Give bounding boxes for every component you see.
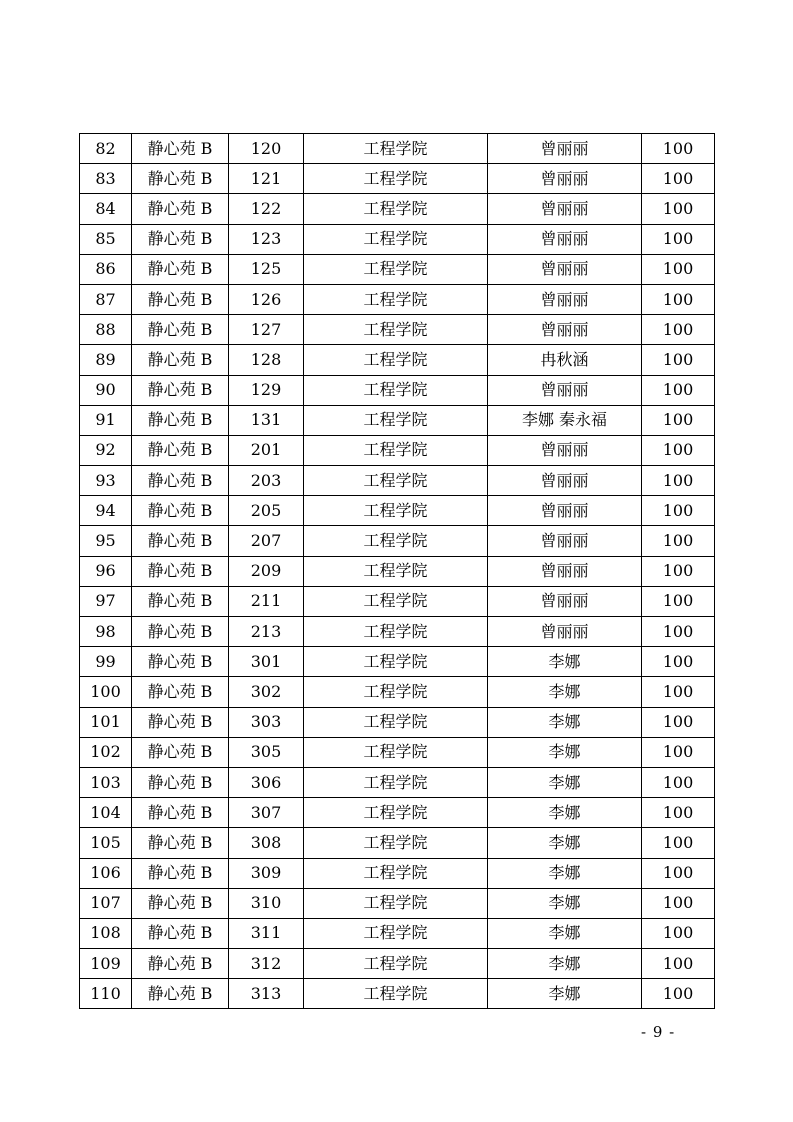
row-index-cell: 83 — [80, 164, 132, 194]
table-row — [80, 345, 715, 375]
row-index-cell: 105 — [80, 828, 132, 858]
college-cell: 工程学院 — [304, 375, 488, 405]
counselor-cell: 曾丽丽 — [488, 586, 642, 616]
counselor-cell: 曾丽丽 — [488, 617, 642, 647]
counselor-cell: 曾丽丽 — [488, 496, 642, 526]
counselor-cell: 曾丽丽 — [488, 375, 642, 405]
table-row — [80, 405, 715, 435]
row-index-cell: 91 — [80, 405, 132, 435]
row-index-cell: 104 — [80, 798, 132, 828]
college-cell: 工程学院 — [304, 798, 488, 828]
counselor-cell: 李娜 — [488, 949, 642, 979]
score-cell: 100 — [642, 828, 715, 858]
score-cell: 100 — [642, 798, 715, 828]
building-cell: 静心苑 B — [132, 798, 229, 828]
counselor-cell: 曾丽丽 — [488, 556, 642, 586]
room-cell: 307 — [229, 798, 304, 828]
table-row — [80, 828, 715, 858]
table-row — [80, 315, 715, 345]
table-row — [80, 737, 715, 767]
room-cell: 306 — [229, 767, 304, 797]
score-cell: 100 — [642, 767, 715, 797]
building-cell: 静心苑 B — [132, 526, 229, 556]
score-cell: 100 — [642, 888, 715, 918]
row-index-cell: 94 — [80, 496, 132, 526]
counselor-cell: 李娜 — [488, 767, 642, 797]
table-row — [80, 798, 715, 828]
building-cell: 静心苑 B — [132, 375, 229, 405]
college-cell: 工程学院 — [304, 677, 488, 707]
table-row — [80, 707, 715, 737]
room-cell: 211 — [229, 586, 304, 616]
college-cell: 工程学院 — [304, 224, 488, 254]
score-cell: 100 — [642, 496, 715, 526]
room-cell: 301 — [229, 647, 304, 677]
row-index-cell: 90 — [80, 375, 132, 405]
building-cell: 静心苑 B — [132, 254, 229, 284]
row-index-cell: 87 — [80, 284, 132, 314]
score-cell: 100 — [642, 858, 715, 888]
room-cell: 311 — [229, 918, 304, 948]
room-cell: 129 — [229, 375, 304, 405]
counselor-cell: 曾丽丽 — [488, 526, 642, 556]
building-cell: 静心苑 B — [132, 586, 229, 616]
building-cell: 静心苑 B — [132, 918, 229, 948]
score-cell: 100 — [642, 254, 715, 284]
row-index-cell: 106 — [80, 858, 132, 888]
row-index-cell: 98 — [80, 617, 132, 647]
counselor-cell: 曾丽丽 — [488, 164, 642, 194]
building-cell: 静心苑 B — [132, 647, 229, 677]
building-cell: 静心苑 B — [132, 466, 229, 496]
college-cell: 工程学院 — [304, 858, 488, 888]
room-cell: 126 — [229, 284, 304, 314]
table-row — [80, 918, 715, 948]
college-cell: 工程学院 — [304, 949, 488, 979]
score-cell: 100 — [642, 224, 715, 254]
building-cell: 静心苑 B — [132, 164, 229, 194]
college-cell: 工程学院 — [304, 617, 488, 647]
counselor-cell: 曾丽丽 — [488, 315, 642, 345]
row-index-cell: 97 — [80, 586, 132, 616]
college-cell: 工程学院 — [304, 888, 488, 918]
college-cell: 工程学院 — [304, 737, 488, 767]
score-cell: 100 — [642, 979, 715, 1009]
score-cell: 100 — [642, 737, 715, 767]
room-cell: 125 — [229, 254, 304, 284]
row-index-cell: 82 — [80, 134, 132, 164]
room-cell: 308 — [229, 828, 304, 858]
table-row — [80, 556, 715, 586]
room-cell: 303 — [229, 707, 304, 737]
counselor-cell: 曾丽丽 — [488, 194, 642, 224]
counselor-cell: 李娜 — [488, 979, 642, 1009]
dormitory-score-table — [79, 133, 715, 1009]
building-cell: 静心苑 B — [132, 345, 229, 375]
table-row — [80, 647, 715, 677]
college-cell: 工程学院 — [304, 526, 488, 556]
row-index-cell: 103 — [80, 767, 132, 797]
room-cell: 121 — [229, 164, 304, 194]
score-cell: 100 — [642, 435, 715, 465]
page-number: - 9 - — [641, 1023, 676, 1041]
college-cell: 工程学院 — [304, 466, 488, 496]
building-cell: 静心苑 B — [132, 888, 229, 918]
table-row — [80, 949, 715, 979]
table-row — [80, 284, 715, 314]
table-row — [80, 767, 715, 797]
counselor-cell: 曾丽丽 — [488, 134, 642, 164]
building-cell: 静心苑 B — [132, 435, 229, 465]
building-cell: 静心苑 B — [132, 315, 229, 345]
room-cell: 213 — [229, 617, 304, 647]
counselor-cell: 李娜 — [488, 918, 642, 948]
score-cell: 100 — [642, 466, 715, 496]
row-index-cell: 84 — [80, 194, 132, 224]
counselor-cell: 曾丽丽 — [488, 224, 642, 254]
building-cell: 静心苑 B — [132, 194, 229, 224]
table-row — [80, 134, 715, 164]
table-row — [80, 375, 715, 405]
college-cell: 工程学院 — [304, 767, 488, 797]
row-index-cell: 85 — [80, 224, 132, 254]
row-index-cell: 100 — [80, 677, 132, 707]
score-cell: 100 — [642, 586, 715, 616]
row-index-cell: 88 — [80, 315, 132, 345]
score-cell: 100 — [642, 405, 715, 435]
room-cell: 209 — [229, 556, 304, 586]
college-cell: 工程学院 — [304, 134, 488, 164]
row-index-cell: 107 — [80, 888, 132, 918]
score-cell: 100 — [642, 949, 715, 979]
college-cell: 工程学院 — [304, 164, 488, 194]
table-row — [80, 435, 715, 465]
row-index-cell: 99 — [80, 647, 132, 677]
table-row — [80, 979, 715, 1009]
college-cell: 工程学院 — [304, 315, 488, 345]
building-cell: 静心苑 B — [132, 979, 229, 1009]
room-cell: 302 — [229, 677, 304, 707]
counselor-cell: 李娜 — [488, 798, 642, 828]
college-cell: 工程学院 — [304, 405, 488, 435]
building-cell: 静心苑 B — [132, 737, 229, 767]
score-cell: 100 — [642, 526, 715, 556]
counselor-cell: 李娜 — [488, 737, 642, 767]
table-row — [80, 466, 715, 496]
row-index-cell: 110 — [80, 979, 132, 1009]
building-cell: 静心苑 B — [132, 496, 229, 526]
score-cell: 100 — [642, 707, 715, 737]
college-cell: 工程学院 — [304, 435, 488, 465]
college-cell: 工程学院 — [304, 586, 488, 616]
building-cell: 静心苑 B — [132, 556, 229, 586]
college-cell: 工程学院 — [304, 194, 488, 224]
building-cell: 静心苑 B — [132, 224, 229, 254]
room-cell: 201 — [229, 435, 304, 465]
college-cell: 工程学院 — [304, 918, 488, 948]
counselor-cell: 李娜 — [488, 828, 642, 858]
table-row — [80, 677, 715, 707]
room-cell: 120 — [229, 134, 304, 164]
building-cell: 静心苑 B — [132, 405, 229, 435]
score-cell: 100 — [642, 677, 715, 707]
building-cell: 静心苑 B — [132, 858, 229, 888]
score-cell: 100 — [642, 375, 715, 405]
counselor-cell: 李娜 — [488, 677, 642, 707]
room-cell: 127 — [229, 315, 304, 345]
score-cell: 100 — [642, 617, 715, 647]
building-cell: 静心苑 B — [132, 284, 229, 314]
counselor-cell: 李娜 — [488, 647, 642, 677]
score-cell: 100 — [642, 647, 715, 677]
table-row — [80, 194, 715, 224]
row-index-cell: 96 — [80, 556, 132, 586]
score-cell: 100 — [642, 918, 715, 948]
college-cell: 工程学院 — [304, 647, 488, 677]
counselor-cell: 李娜 — [488, 858, 642, 888]
row-index-cell: 108 — [80, 918, 132, 948]
counselor-cell: 曾丽丽 — [488, 466, 642, 496]
room-cell: 122 — [229, 194, 304, 224]
college-cell: 工程学院 — [304, 828, 488, 858]
table-row — [80, 254, 715, 284]
table-row — [80, 858, 715, 888]
college-cell: 工程学院 — [304, 254, 488, 284]
score-cell: 100 — [642, 284, 715, 314]
college-cell: 工程学院 — [304, 284, 488, 314]
college-cell: 工程学院 — [304, 556, 488, 586]
building-cell: 静心苑 B — [132, 828, 229, 858]
row-index-cell: 102 — [80, 737, 132, 767]
table-row — [80, 888, 715, 918]
counselor-cell: 曾丽丽 — [488, 254, 642, 284]
counselor-cell: 曾丽丽 — [488, 284, 642, 314]
college-cell: 工程学院 — [304, 496, 488, 526]
building-cell: 静心苑 B — [132, 677, 229, 707]
room-cell: 205 — [229, 496, 304, 526]
table-row — [80, 164, 715, 194]
table-row — [80, 224, 715, 254]
room-cell: 309 — [229, 858, 304, 888]
building-cell: 静心苑 B — [132, 707, 229, 737]
room-cell: 310 — [229, 888, 304, 918]
college-cell: 工程学院 — [304, 707, 488, 737]
building-cell: 静心苑 B — [132, 949, 229, 979]
room-cell: 313 — [229, 979, 304, 1009]
building-cell: 静心苑 B — [132, 617, 229, 647]
row-index-cell: 89 — [80, 345, 132, 375]
room-cell: 207 — [229, 526, 304, 556]
row-index-cell: 86 — [80, 254, 132, 284]
table-row — [80, 526, 715, 556]
counselor-cell: 曾丽丽 — [488, 435, 642, 465]
room-cell: 128 — [229, 345, 304, 375]
room-cell: 131 — [229, 405, 304, 435]
room-cell: 203 — [229, 466, 304, 496]
table-row — [80, 617, 715, 647]
score-cell: 100 — [642, 315, 715, 345]
room-cell: 305 — [229, 737, 304, 767]
score-cell: 100 — [642, 134, 715, 164]
counselor-cell: 李娜 秦永福 — [488, 405, 642, 435]
table-body — [80, 134, 715, 1009]
score-cell: 100 — [642, 164, 715, 194]
counselor-cell: 李娜 — [488, 707, 642, 737]
college-cell: 工程学院 — [304, 979, 488, 1009]
row-index-cell: 95 — [80, 526, 132, 556]
room-cell: 312 — [229, 949, 304, 979]
college-cell: 工程学院 — [304, 345, 488, 375]
table-row — [80, 496, 715, 526]
counselor-cell: 冉秋涵 — [488, 345, 642, 375]
score-cell: 100 — [642, 556, 715, 586]
building-cell: 静心苑 B — [132, 134, 229, 164]
row-index-cell: 93 — [80, 466, 132, 496]
score-cell: 100 — [642, 345, 715, 375]
score-cell: 100 — [642, 194, 715, 224]
counselor-cell: 李娜 — [488, 888, 642, 918]
building-cell: 静心苑 B — [132, 767, 229, 797]
row-index-cell: 109 — [80, 949, 132, 979]
row-index-cell: 101 — [80, 707, 132, 737]
room-cell: 123 — [229, 224, 304, 254]
row-index-cell: 92 — [80, 435, 132, 465]
table-row — [80, 586, 715, 616]
